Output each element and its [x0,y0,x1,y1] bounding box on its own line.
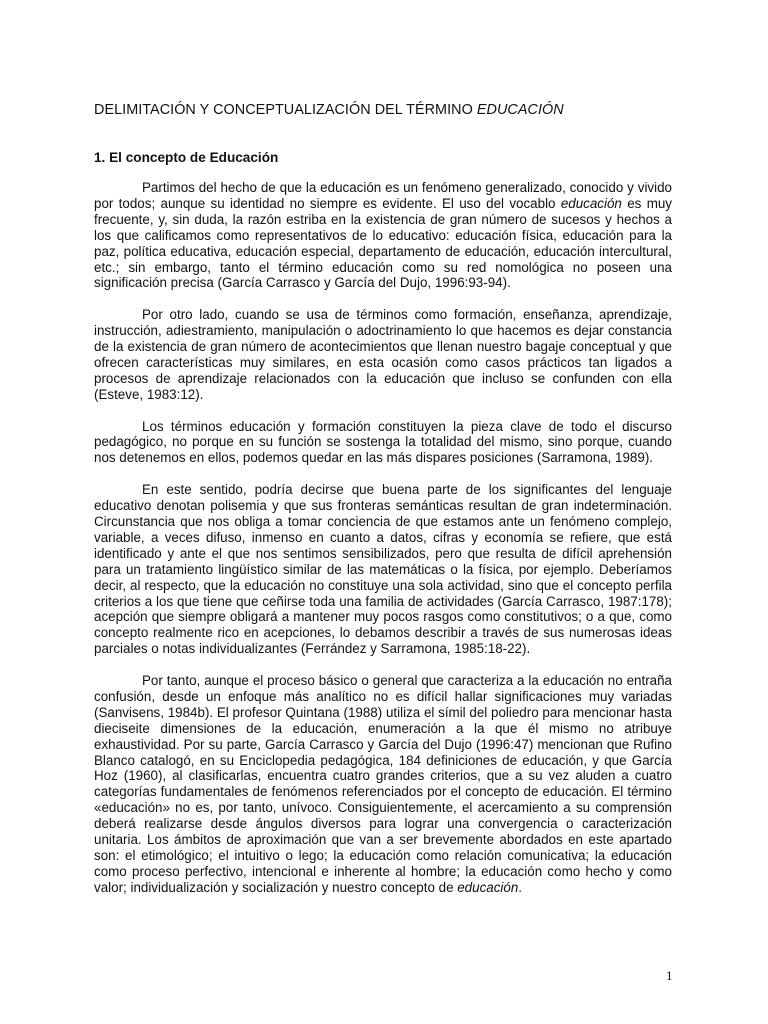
paragraph-1 [94,180,672,291]
paragraph-5 [94,673,672,896]
paragraph-2: Por otro lado, cuando se usa de términos como formación, enseñanza, aprendizaje, instrucción, adiestramiento, manipulación o adoctrinamiento lo que hacemos es dejar constancia de la existencia de gran número de acontecimientos que llenan nuestro bagaje conceptual y que ofrecen características muy similares, en esta ocasión como casos prácticos tan ligados a procesos de aprendizaje relacionados con la educación que incluso se confunden con ella (Esteve, 1983:12). [94,307,672,402]
paragraph-1-text-a: Partimos del hecho de que la educación es un fenómeno generalizado, conocido y vivido por todos; aunque su identidad no siempre es evidente. El uso del vocablo [94,180,672,211]
paragraph-1-text-b: es muy frecuente, y, sin duda, la razón estriba en la existencia de gran número de sucesos y hechos a los que calificamos como representativos de lo educativo: educación física, educación para la paz, política educativa, educación especial, departamento de educación, educación intercultural, etc.; sin embargo, tanto el término educación como su red nomológica no poseen una significación precisa (García Carrasco y García del Dujo, 1996:93-94). [94,195,672,291]
paragraph-1-emphasis: educación [560,195,622,211]
body-text [94,180,672,912]
page-number: 1 [666,968,673,983]
paragraph-5-emphasis: educación [457,879,519,895]
paragraph-5-text-a: Por tanto, aunque el proceso básico o general que caracteriza a la educación no entraña confusión, desde un enfoque más analítico no es difícil hallar significaciones muy variadas (Sanvisens, 1984b). El profesor Quintana (1988) utiliza el símil del poliedro para mencionar hasta dieciseite dimensiones de la educación, enumeración a la que él mismo no atribuye exhaustividad. Por su parte, García Carrasco y García del Dujo (1996:47) mencionan que Rufino Blanco catalogó, en su Enciclopedia pedagógica, 184 definiciones de educación, y que García Hoz (1960), al clasificarlas, encuentra cuatro grandes criterios, que a su vez aluden a cuatro categorías fundamentales de fenómenos referenciados por el concepto de educación. El término «educación» no es, por tanto, unívoco. Consiguientemente, el acercamiento a su comprensión deberá realizarse desde ángulos diversos para lograr una convergencia o caracterización unitaria. Los ámbitos de aproximación que van a ser brevemente abordados en este apartado son: el etimológico; el intuitivo o lego; la educación como relación comunicativa; la educación como proceso perfectivo, intencional e inherente al hombre; la educación como hecho y como valor; individualización y socialización y nuestro concepto de [94,673,672,895]
title-emphasis: EDUCACIÓN [476,102,564,118]
paragraph-5-text-b: . [518,879,523,895]
section-heading: 1. El concepto de Educación [94,150,279,165]
document-title [94,102,564,118]
title-text: DELIMITACIÓN Y CONCEPTUALIZACIÓN DEL TÉRMINO [94,102,477,118]
paragraph-3: Los términos educación y formación constituyen la pieza clave de todo el discurso pedagógico, no porque en su función se sostenga la totalidad del mismo, sino porque, cuando nos detenemos en ellos, podemos quedar en las más dispares posiciones (Sarramona, 1989). [94,418,672,466]
paragraph-4: En este sentido, podría decirse que buena parte de los significantes del lenguaje educativo denotan polisemia y que sus fronteras semánticas resultan de gran indeterminación. Circunstancia que nos obliga a tomar conciencia de que estamos ante un fenómeno complejo, variable, a veces difuso, inmenso en cuanto a datos, cifras y economía se refiere, que está identificado y ante el que nos sentimos sensibilizados, pero que resulta de difícil aprehensión para un tratamiento lingüístico similar de las matemáticas o la física, por ejemplo. Deberíamos decir, al respecto, que la educación no constituye una sola actividad, sino que el concepto perfila criterios a los que tiene que ceñirse toda una familia de actividades (García Carrasco, 1987:178); acepción que siempre obligará a mantener muy pocos rasgos como constitutivos; o a que, como concepto realmente rico en acepciones, lo debamos describir a través de sus numerosas ideas parciales o notas individualizantes (Ferrández y Sarramona, 1985:18-22). [94,482,672,657]
